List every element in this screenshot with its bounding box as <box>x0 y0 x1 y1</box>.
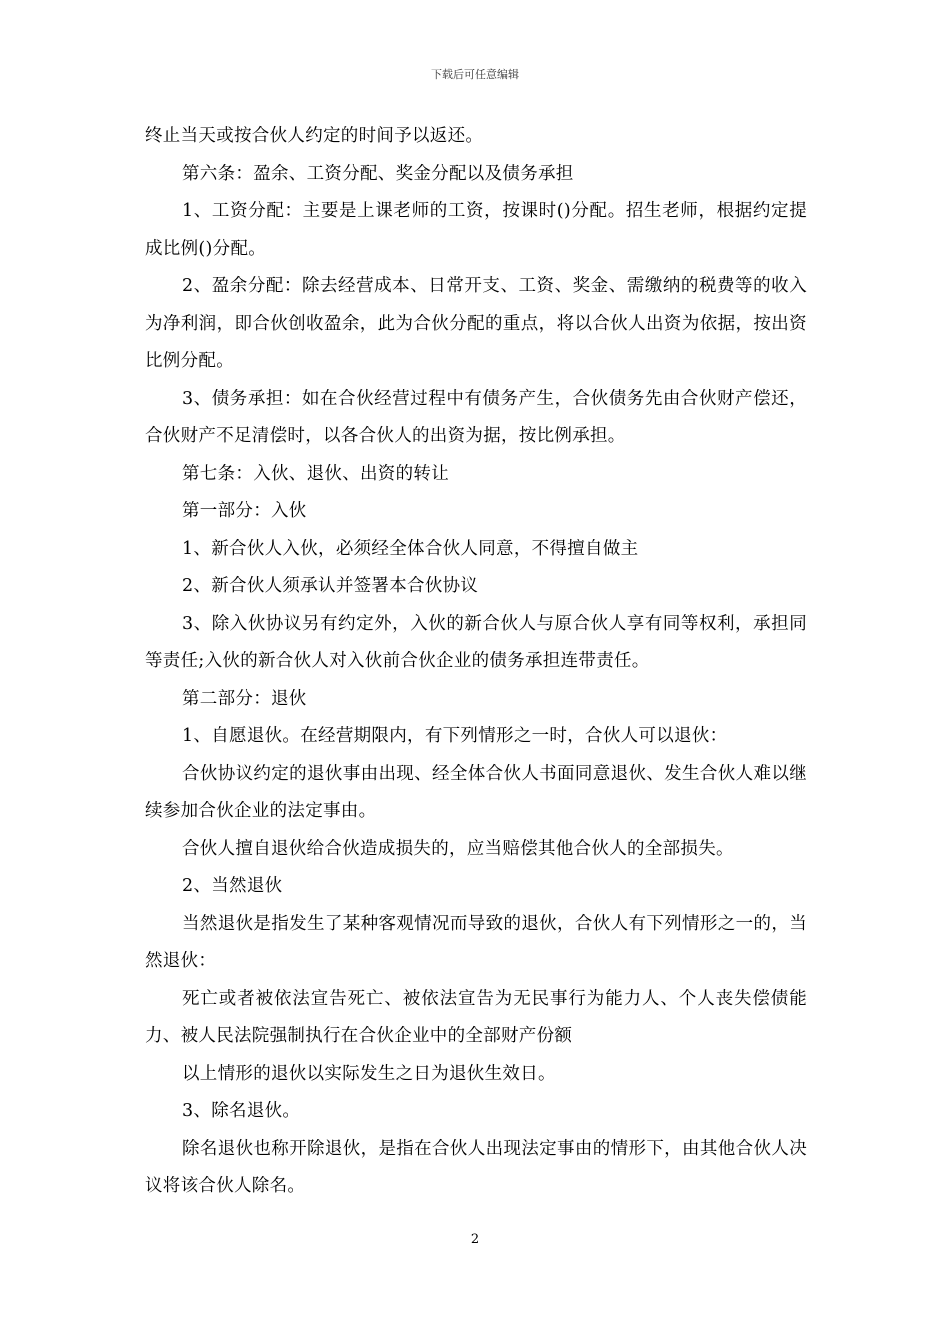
subsection-heading: 第一部分：入伙 <box>182 501 307 521</box>
page-header: 下载后可任意编辑 <box>431 68 519 81</box>
paragraph: 2、盈余分配：除去经营成本、日常开支、工资、奖金、需缴纳的税费等的收入为净利润，即合伙创收盈余，此为合伙分配的重点，将以合伙人出资为依据，按出资比例分配。 <box>145 276 807 371</box>
paragraph: 3、除入伙协议另有约定外，入伙的新合伙人与原合伙人享有同等权利，承担同等责任;入伙的新合伙人对入伙前合伙企业的债务承担连带责任。 <box>145 613 807 671</box>
paragraph: 合伙协议约定的退伙事由出现、经全体合伙人书面同意退伙、发生合伙人难以继续参加合伙企业的法定事由。 <box>145 763 807 821</box>
page-number: 2 <box>470 1232 480 1247</box>
paragraph: 合伙人擅自退伙给合伙造成损失的，应当赔偿其他合伙人的全部损失。 <box>182 838 734 859</box>
paragraph: 1、自愿退伙。在经营期限内，有下列情形之一时，合伙人可以退伙： <box>182 726 728 746</box>
paragraph: 1、工资分配：主要是上课老师的工资，按课时()分配。招生老师，根据约定提成比例()分配。 <box>145 201 807 259</box>
paragraph: 2、当然退伙 <box>182 876 283 896</box>
paragraph: 死亡或者被依法宣告死亡、被依法宣告为无民事行为能力人、个人丧失偿债能力、被人民法院强制执行在合伙企业中的全部财产份额 <box>145 988 807 1046</box>
paragraph: 终止当天或按合伙人约定的时间予以返还。 <box>145 126 484 146</box>
paragraph: 3、除名退伙。 <box>182 1101 301 1121</box>
subsection-heading: 第二部分：退伙 <box>182 688 307 709</box>
paragraph: 除名退伙也称开除退伙，是指在合伙人出现法定事由的情形下，由其他合伙人决议将该合伙人除名。 <box>145 1138 807 1196</box>
paragraph: 2、新合伙人须承认并签署本合伙协议 <box>182 576 479 596</box>
paragraph: 当然退伙是指发生了某种客观情况而导致的退伙，合伙人有下列情形之一的，当然退伙： <box>145 913 807 971</box>
paragraph: 3、债务承担：如在合伙经营过程中有债务产生，合伙债务先由合伙财产偿还，合伙财产不足清偿时，以各合伙人的出资为据，按比例承担。 <box>145 388 807 446</box>
paragraph: 以上情形的退伙以实际发生之日为退伙生效日。 <box>182 1063 556 1084</box>
document-body <box>145 118 807 1206</box>
section-heading: 第七条：入伙、退伙、出资的转让 <box>182 463 449 484</box>
paragraph: 1、新合伙人入伙，必须经全体合伙人同意，不得擅自做主 <box>182 538 639 559</box>
section-heading: 第六条：盈余、工资分配、奖金分配以及债务承担 <box>182 163 574 184</box>
